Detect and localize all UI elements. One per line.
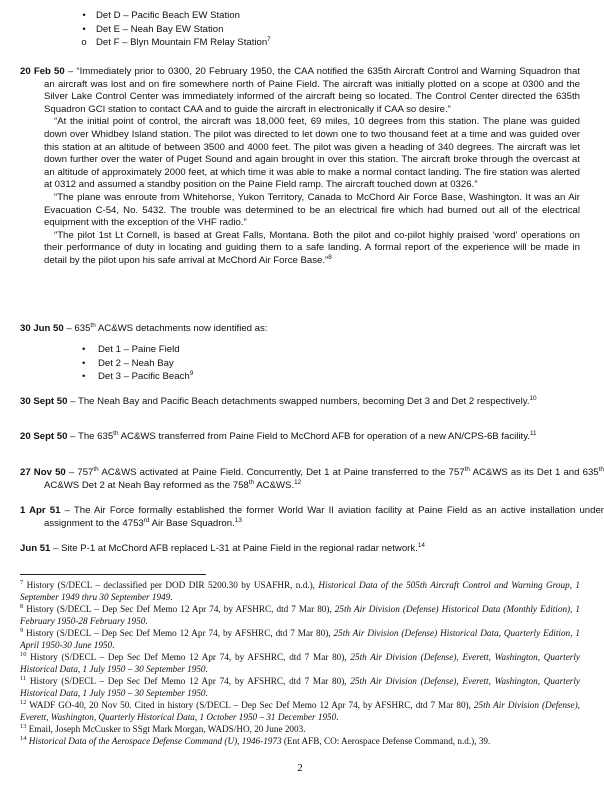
entry-date: 30 Jun 50	[20, 323, 64, 334]
entry-30-sept-50: 30 Sept 50 – The Neah Bay and Pacific Beach detachments swapped numbers, becoming Det 3 and Det 2 respectively.$^{10}$	[20, 394, 537, 407]
footnote-divider	[20, 574, 206, 575]
list-item: • Det 2 – Neah Bay	[82, 357, 174, 369]
entry-1-apr-51: 1 Apr 51 – The Air Force formally established the former World War II aviation facility at Paine Field as an active installation under assignment to the 4753rd Air Base Squadron.$^{13}$	[20, 505, 604, 529]
detachment-list	[82, 344, 382, 385]
footnote-ref: 9	[189, 370, 194, 377]
bullet-icon: •	[82, 344, 86, 355]
footnote-ref: 8	[328, 253, 332, 261]
bullet-icon: •	[82, 23, 86, 35]
entry-paragraph: 20 Feb 50 – “Immediately prior to 0300, 20 February 1950, the CAA notified the 635th Aircraft Control and Warning Squadron that an aircraft was lost and on fire somewhere north of Paine Field. The aircraft was initially plotted on a scope at 0300 and the Silver Lake Control Center was immediately informed of the aircraft being so located. The Control Center directed the 635th Squadron GCI station to contact CAA and to guide the aircraft in electronically if CAA so desire.”	[20, 66, 580, 115]
quote-paragraph: “The plane was enroute from Whitehorse, Yukon Territory, Canada to McChord Air Force Base, Washington. It was an Air Evacuation C-54, No. 5432. The trouble was determined to be an electrical fire which had burned out all of the electrical equipment with the exception of the VHF radio.”	[44, 191, 580, 229]
list-item: o Det F – Blyn Mountain FM Relay Station$^7$	[78, 37, 558, 50]
detachment-list-top	[78, 10, 558, 51]
entry-date: 20 Sept 50	[20, 431, 68, 442]
entry-20-feb-50	[20, 66, 580, 268]
footnote-ref: 13	[234, 516, 242, 524]
footnote-ref: 11	[529, 429, 537, 437]
footnote-7: $^7$ History (S/DECL – declassified per DOD DIR 5200.30 by USAFHR, n.d.), Historical Data of the 505th Aircraft Control and Warning Group, 1 September 1949 thru 30 September 1949.	[20, 578, 581, 602]
entry-jun-51: Jun 51 – Site P-1 at McChord AFB replaced L-31 at Paine Field in the regional radar network.$^{14}$	[20, 541, 425, 554]
page-number: 2	[297, 762, 303, 774]
bullet-icon: •	[82, 10, 86, 21]
entry-27-nov-50: 27 Nov 50 – 757th AC&WS activated at Paine Field. Concurrently, Det 1 at Paine transferred to the 757th AC&WS as its Det 1 and 635th AC&WS Det 2 at Neah Bay reformed as the 758th AC&WS.$^{12}$	[20, 465, 604, 491]
list-item: • Det E – Neah Bay EW Station	[78, 24, 558, 37]
entry-30-jun-50: 30 Jun 50 – 635th AC&WS detachments now identified as:	[20, 321, 268, 334]
entry-date: 1 Apr 51	[20, 505, 61, 516]
list-item: • Det 1 – Paine Field	[82, 344, 180, 355]
footnote-ref: 14	[417, 541, 425, 549]
bullet-icon: •	[82, 357, 86, 369]
entry-20-sept-50: 20 Sept 50 – The 635th AC&WS transferred from Paine Field to McChord AFB for operation of a new AN/CPS-6B facility.$^{11}$	[20, 429, 537, 442]
footnote-14: $^{14}$ Historical Data of the Aerospace Defense Command (U), 1946-1973 (Ent AFB, CO: Aerospace Defense Command, n.d.), 39.	[20, 734, 491, 746]
entry-date: 20 Feb 50	[20, 66, 65, 77]
footnote-ref: 12	[294, 478, 302, 486]
list-item: • Det D – Pacific Beach EW Station	[78, 10, 558, 23]
footnote-11: $^{11}$ History (S/DECL – Dep Sec Def Memo 12 Apr 74, by AFSHRC, dtd 7 Mar 80), 25th Air Division (Defense), Everett, Washington, Quarterly Historical Data, 1 July 1950 – 30 September 1950.	[20, 674, 580, 698]
footnote-ref: 10	[529, 394, 537, 402]
bullet-icon: •	[82, 371, 86, 383]
footnote-9: $^9$ History (S/DECL – Dep Sec Def Memo 12 Apr 74, by AFSHRC, dtd 7 Mar 80), 25th Air Division (Defense) Historical Data, Quarterly Edition, 1 April 1950-30 June 1950.	[20, 626, 580, 650]
circle-bullet-icon: o	[81, 37, 87, 49]
quote-paragraph: “The pilot 1st Lt Cornell, is based at Great Falls, Montana. Both the pilot and co-pilot highly praised ‘word’ operations on their performance of duty in locating and guiding them to a safe landing. A formal report of the experience will be made in detail by the pilot upon his safe arrival at McChord Air Force Base.”$^8$	[44, 229, 580, 266]
footnote-13: $^{13}$ Email, Joseph McCusker to SSgt Mark Morgan, WADS/HO, 20 June 2003.	[20, 722, 306, 734]
footnote-8: $^8$ History (S/DECL – Dep Sec Def Memo 12 Apr 74, by AFSHRC, dtd 7 Mar 80), 25th Air Division (Defense) Historical Data (Monthly Edition), 1 February 1950-28 February 1950.	[20, 602, 581, 626]
entry-date: Jun 51	[20, 543, 51, 554]
list-item: • Det 3 – Pacific Beach$^9$	[82, 370, 194, 383]
entry-date: 27 Nov 50	[20, 467, 66, 478]
footnote-10: $^{10}$ History (S/DECL – Dep Sec Def Memo 12 Apr 74, by AFSHRC, dtd 7 Mar 80), 25th Air Division (Defense), Everett, Washington, Quarterly Historical Data, 1 July 1950 – 30 September 1950.	[20, 650, 581, 674]
footnote-12: $^{12}$ WADF GO-40, 20 Nov 50. Cited in history (S/DECL – Dep Sec Def Memo 12 Apr 74, by AFSHRC, dtd 7 Mar 80), 25th Air Division (Defense), Everett, Washington, Quarterly Historical Data, 1 October 1950 – 31 December 1950.	[20, 698, 580, 722]
quote-paragraph: “At the initial point of control, the aircraft was 18,000 feet, 69 miles, 10 degrees from this station. The plane was guided down over Whidbey Island station. The pilot was directed to let down one to two thousand feet at a time and was guided over this station at an altitude of between 3500 and 4000 feet. The pilot was given a heading of 340 degrees. The aircraft was let down further over the water of Puget Sound and again brought in over this station. The aircraft broke through the overcast at an altitude of approximately 2000 feet, at which time it was able to make a normal contact landing. The fire station was alerted at 0312 and assumed a standby position on the Paine Field ramp. The aircraft touched down at 0326.”	[44, 116, 580, 191]
entry-date: 30 Sept 50	[20, 396, 68, 407]
